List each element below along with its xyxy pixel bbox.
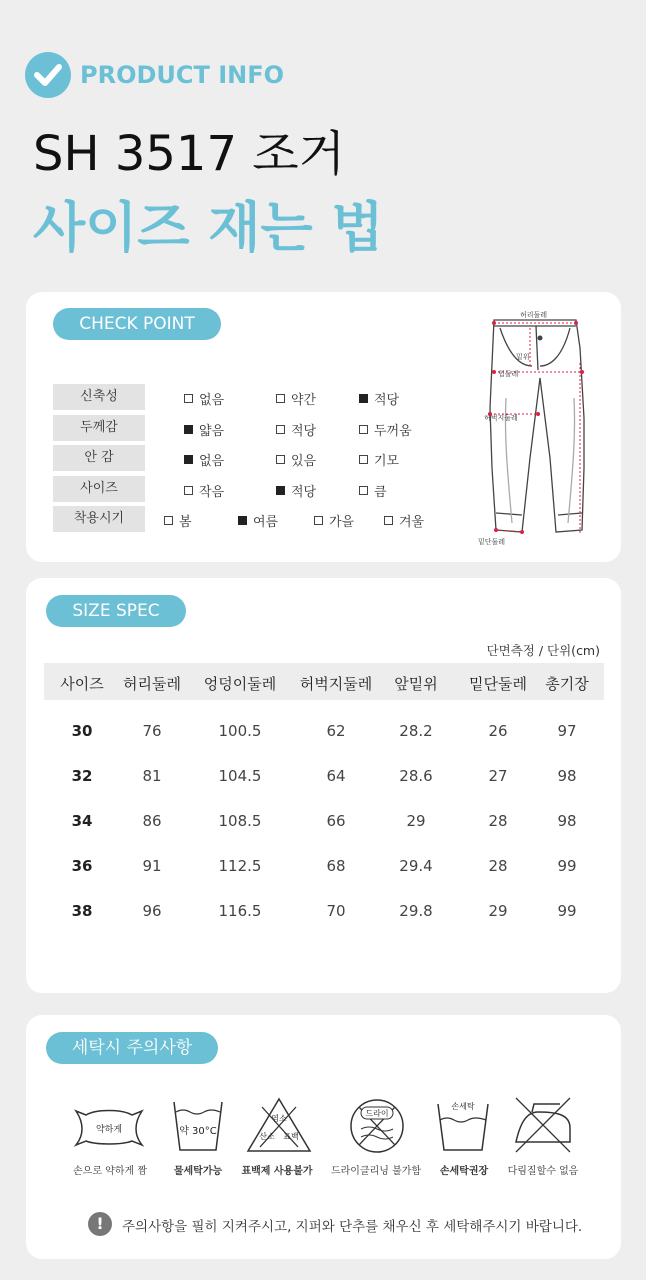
- check-option-label: 약간: [291, 393, 317, 408]
- check-option: [359, 389, 399, 408]
- wash-caption: 표백제 사용불가: [241, 1166, 313, 1177]
- unchecked-box-icon: [276, 394, 285, 403]
- unchecked-box-icon: [276, 425, 285, 434]
- wash-caption: 드라이클리닝 불가함: [330, 1166, 422, 1177]
- alert-icon: !: [88, 1212, 112, 1236]
- diagram-label-hip: 힙둘레: [498, 370, 519, 378]
- check-option-label: 봄: [179, 515, 192, 530]
- size-cell: 66: [326, 812, 346, 830]
- gentle-wash-icon: [70, 1095, 148, 1157]
- size-row-label: 38: [71, 902, 93, 920]
- size-cell: 28: [488, 812, 508, 830]
- diagram-label-waist: 허리둘레: [520, 311, 548, 319]
- check-option-label: 적당: [291, 485, 317, 500]
- checked-box-icon: [238, 516, 247, 525]
- check-option-label: 기모: [374, 454, 400, 469]
- unchecked-box-icon: [276, 455, 285, 464]
- check-option: [184, 420, 224, 439]
- size-column-header: 허벅지둘레: [299, 675, 373, 693]
- check-option: [384, 511, 424, 530]
- unchecked-box-icon: [164, 516, 173, 525]
- check-option-label: 큼: [374, 485, 387, 500]
- check-option-label: 적당: [291, 424, 317, 439]
- check-option-label: 두꺼움: [374, 424, 412, 439]
- gentle-wash-inner: 약하게: [95, 1125, 123, 1135]
- unchecked-box-icon: [314, 516, 323, 525]
- size-row-label: 32: [71, 767, 93, 785]
- check-option: [164, 511, 192, 530]
- no-bleach-inner-3: 표백: [283, 1132, 299, 1141]
- wash-caption: 물세탁가능: [173, 1166, 223, 1177]
- size-cell: 97: [557, 722, 577, 740]
- size-cell: 70: [326, 902, 346, 920]
- check-option: [359, 420, 412, 439]
- check-option: [276, 389, 316, 408]
- diagram-label-hem: 밑단둘레: [478, 538, 506, 546]
- unchecked-box-icon: [384, 516, 393, 525]
- no-bleach-icon: [244, 1095, 314, 1157]
- size-cell: 29: [488, 902, 508, 920]
- unchecked-box-icon: [184, 394, 193, 403]
- size-column-header: 밑단둘레: [469, 675, 527, 693]
- product-title: SH 3517 조거: [33, 126, 345, 182]
- water-wash-icon: [168, 1098, 228, 1156]
- check-option: [238, 511, 278, 530]
- size-column-header: 엉덩이둘레: [203, 675, 277, 693]
- size-cell: 100.5: [218, 722, 262, 740]
- unchecked-box-icon: [359, 486, 368, 495]
- size-cell: 28.2: [399, 722, 433, 740]
- size-column-header: 허리둘레: [123, 675, 181, 693]
- unchecked-box-icon: [184, 486, 193, 495]
- check-option-label: 작음: [199, 485, 225, 500]
- size-row-label: 36: [71, 857, 93, 875]
- no-dry-clean-inner: 드라이: [365, 1109, 389, 1118]
- check-row-label: 착용시기: [53, 506, 145, 532]
- size-column-header: 총기장: [545, 675, 589, 693]
- wash-pill: 세탁시 주의사항: [46, 1032, 218, 1064]
- hand-wash-inner: 손세탁: [451, 1102, 475, 1111]
- diagram-label-rise: 밑위: [516, 353, 530, 361]
- size-cell: 29.8: [399, 902, 433, 920]
- size-cell: 99: [557, 902, 577, 920]
- check-option: [276, 420, 316, 439]
- check-option: [276, 450, 316, 469]
- hand-wash-icon: [432, 1096, 494, 1156]
- size-cell: 104.5: [218, 767, 262, 785]
- check-option-label: 얇음: [199, 424, 225, 439]
- check-row-label: 안 감: [53, 445, 145, 471]
- size-column-header: 앞밑위: [394, 675, 438, 693]
- page-subtitle: 사이즈 재는 법: [33, 196, 384, 259]
- check-row-label: 신축성: [53, 384, 145, 410]
- check-option: [184, 450, 224, 469]
- wash-caption: 다림질할수 없음: [507, 1166, 579, 1177]
- wash-caption: 손으로 약하게 짬: [73, 1166, 147, 1177]
- wash-caption: 손세탁권장: [439, 1166, 489, 1177]
- size-cell: 99: [557, 857, 577, 875]
- size-cell: 28.6: [399, 767, 433, 785]
- size-cell: 29: [406, 812, 426, 830]
- water-wash-inner: 약 30°C: [179, 1126, 217, 1137]
- measurement-note: 단면측정 / 단위(cm): [486, 643, 600, 658]
- check-option-label: 여름: [253, 515, 279, 530]
- check-option: [184, 389, 224, 408]
- size-cell: 62: [326, 722, 346, 740]
- unchecked-box-icon: [359, 425, 368, 434]
- size-spec-pill: SIZE SPEC: [46, 595, 186, 627]
- size-cell: 98: [557, 767, 577, 785]
- size-cell: 68: [326, 857, 346, 875]
- size-cell: 76: [142, 722, 162, 740]
- size-cell: 26: [488, 722, 508, 740]
- check-option: [314, 511, 354, 530]
- size-cell: 116.5: [218, 902, 262, 920]
- checked-box-icon: [184, 425, 193, 434]
- size-cell: 64: [326, 767, 346, 785]
- size-cell: 86: [142, 812, 162, 830]
- check-row-label: 사이즈: [53, 476, 145, 502]
- size-row-label: 30: [71, 722, 93, 740]
- size-cell: 108.5: [218, 812, 262, 830]
- wash-notice: 주의사항을 필히 지켜주시고, 지퍼와 단추를 채우신 후 세탁해주시기 바랍니다.: [122, 1219, 583, 1235]
- size-row-label: 34: [71, 812, 93, 830]
- diagram-label-thigh: 허벅지둘레: [484, 414, 518, 422]
- check-row-label: 두께감: [53, 415, 145, 441]
- unchecked-box-icon: [359, 455, 368, 464]
- checked-box-icon: [184, 455, 193, 464]
- checked-box-icon: [276, 486, 285, 495]
- check-point-pill: CHECK POINT: [53, 308, 221, 340]
- check-option-label: 없음: [199, 393, 225, 408]
- check-circle-icon: [25, 52, 71, 98]
- no-dry-clean-icon: [345, 1095, 409, 1157]
- product-info-label: PRODUCT INFO: [80, 61, 285, 89]
- check-option: [359, 481, 387, 500]
- size-column-header: 사이즈: [60, 675, 104, 693]
- check-option-label: 없음: [199, 454, 225, 469]
- size-cell: 91: [142, 857, 162, 875]
- check-option: [276, 481, 316, 500]
- no-bleach-inner-2: 산소: [259, 1132, 275, 1141]
- check-option-label: 겨울: [399, 515, 425, 530]
- checked-box-icon: [359, 394, 368, 403]
- size-cell: 96: [142, 902, 162, 920]
- check-option-label: 가을: [329, 515, 355, 530]
- no-iron-icon: [508, 1094, 578, 1156]
- size-cell: 27: [488, 767, 508, 785]
- check-option: [184, 481, 224, 500]
- size-cell: 28: [488, 857, 508, 875]
- size-cell: 112.5: [218, 857, 262, 875]
- check-option-label: 적당: [374, 393, 400, 408]
- size-cell: 29.4: [399, 857, 433, 875]
- check-option: [359, 450, 399, 469]
- pants-diagram: [470, 308, 610, 553]
- check-option-label: 있음: [291, 454, 317, 469]
- size-cell: 81: [142, 767, 162, 785]
- size-cell: 98: [557, 812, 577, 830]
- no-bleach-inner-1: 염소: [271, 1114, 287, 1123]
